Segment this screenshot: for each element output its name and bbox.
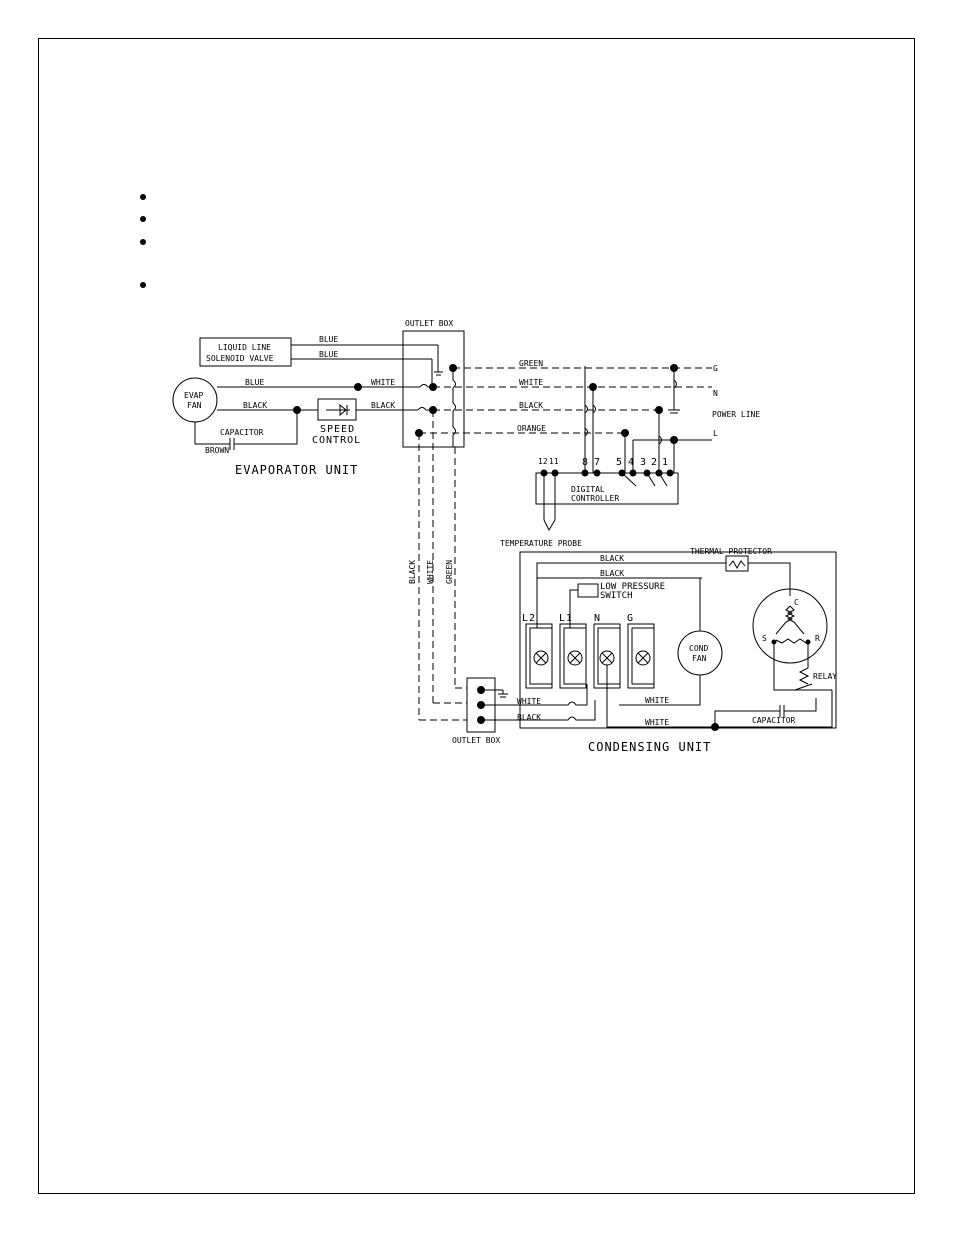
power-l-label: L <box>713 429 718 438</box>
terminal-block <box>526 624 654 688</box>
white-bottom-1-label: WHITE <box>645 696 670 705</box>
terminal-G-label: G <box>627 613 635 624</box>
wire-label-black-2: BLACK <box>371 401 396 410</box>
compressor-s-label: S <box>762 634 767 643</box>
terminal-7-label: 7 <box>594 457 602 468</box>
orange-line-label: ORANGE <box>517 424 546 433</box>
white-lower-right-label: WHITE <box>645 718 670 727</box>
temperature-probe-label: TEMPERATURE PROBE <box>500 539 582 548</box>
power-g-label: G <box>713 364 718 373</box>
terminal-L1-label: L1 <box>559 613 574 624</box>
wire-label-blue-2: BLUE <box>319 350 339 359</box>
terminal-4-label: 4 <box>628 457 636 468</box>
evaporator-unit-label: EVAPORATOR UNIT <box>235 463 359 477</box>
black-lower-label: BLACK <box>517 713 542 722</box>
vertical-green-label: GREEN <box>445 559 454 584</box>
thermal-protector-label: THERMAL PROTECTOR <box>690 547 772 556</box>
black-second-label: BLACK <box>600 569 625 578</box>
low-pressure-label: LOW PRESSURE <box>600 582 666 592</box>
control-label: CONTROL <box>312 435 362 446</box>
terminal-8-label: 8 <box>582 457 590 468</box>
solenoid-valve-label: SOLENOID VALVE <box>206 354 274 363</box>
wire-label-blue-1: BLUE <box>319 335 339 344</box>
condensing-unit-label: CONDENSING UNIT <box>588 740 712 754</box>
wire-label-white-1: WHITE <box>371 378 396 387</box>
evap-fan-symbol <box>173 378 217 422</box>
power-line-label: POWER LINE <box>712 410 761 419</box>
liquid-line-label: LIQUID LINE <box>218 343 271 352</box>
terminal-1-label: 1 <box>662 457 670 468</box>
outlet-box-top-label: OUTLET BOX <box>405 319 454 328</box>
vertical-white-label: WHITE <box>426 559 435 584</box>
evap-capacitor-label: CAPACITOR <box>220 428 264 437</box>
evap-fan-label-1: EVAP <box>184 391 204 400</box>
low-pressure-switch-box <box>578 584 598 597</box>
speed-label: SPEED <box>320 424 356 435</box>
black-line-label: BLACK <box>519 401 544 410</box>
green-line-label: GREEN <box>519 359 544 368</box>
vertical-black-label: BLACK <box>408 559 417 584</box>
brown-wire-label: BROWN <box>205 446 230 455</box>
compressor-r-label: R <box>815 634 820 643</box>
switch-label: SWITCH <box>600 591 633 601</box>
terminal-N-label: N <box>594 613 602 624</box>
cond-capacitor-label: CAPACITOR <box>752 716 796 725</box>
controller-label: CONTROLLER <box>571 494 620 503</box>
compressor-symbol <box>753 589 827 663</box>
white-line-label: WHITE <box>519 378 544 387</box>
terminal-5-label: 5 <box>616 457 624 468</box>
digital-label: DIGITAL <box>571 485 605 494</box>
evap-fan-label-2: FAN <box>187 401 202 410</box>
power-n-label: N <box>713 389 718 398</box>
terminal-12-label: 12 <box>538 457 548 466</box>
terminal-3-label: 3 <box>640 457 648 468</box>
black-top-label: BLACK <box>600 554 625 563</box>
terminal-11-label: 11 <box>549 457 559 466</box>
cond-fan-symbol <box>678 631 722 675</box>
cond-fan-label-1: COND <box>689 644 709 653</box>
terminal-2-label: 2 <box>651 457 659 468</box>
relay-label: RELAY <box>813 672 838 681</box>
outlet-box-bottom-label: OUTLET BOX <box>452 736 501 745</box>
terminal-L2-label: L2 <box>522 613 537 624</box>
white-lower-label: WHITE <box>517 697 542 706</box>
wire-label-blue-3: BLUE <box>245 378 265 387</box>
cond-fan-label-2: FAN <box>692 654 707 663</box>
wire-label-black-1: BLACK <box>243 401 268 410</box>
compressor-c-label: C <box>794 598 799 607</box>
